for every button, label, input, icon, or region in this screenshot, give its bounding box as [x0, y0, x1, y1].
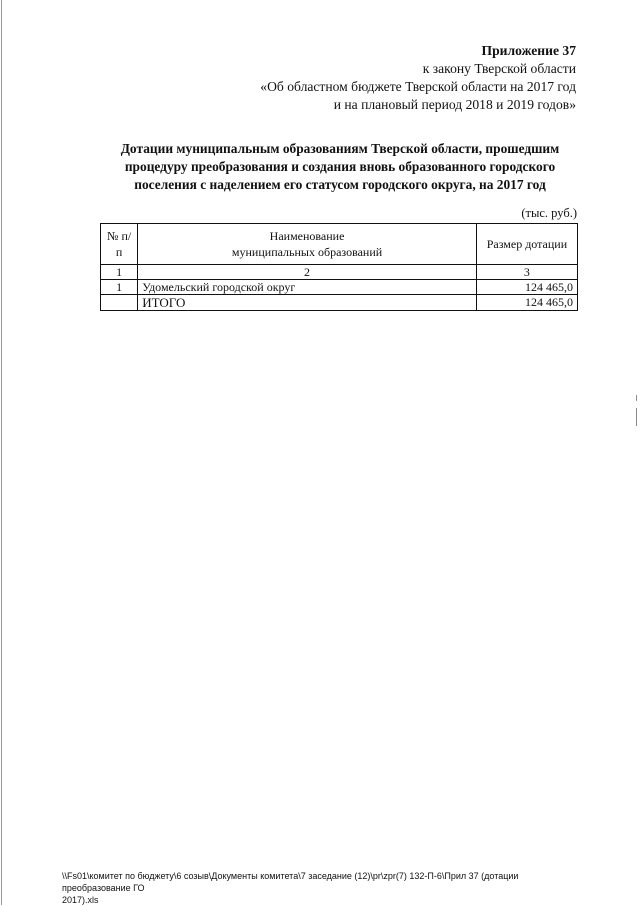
file-path-footer	[62, 870, 582, 906]
document-title	[100, 140, 580, 194]
header-name-line: Наименование	[269, 229, 345, 243]
total-amount: 124 465,0	[476, 295, 577, 311]
total-row	[101, 295, 578, 311]
column-index-cell: 3	[476, 265, 577, 280]
header-number: № п/п	[101, 224, 138, 265]
total-label: ИТОГО	[138, 295, 477, 311]
column-index-cell: 1	[101, 265, 138, 280]
annex-law-period-line: и на плановый период 2018 и 2019 годов»	[333, 97, 576, 112]
total-number-cell	[101, 295, 138, 311]
scan-edge-mark	[636, 408, 637, 426]
row-amount: 124 465,0	[476, 280, 577, 295]
scan-edge-mark	[636, 395, 637, 401]
document-title-line: поселения с наделением его статусом городского округа, на 2017 год	[134, 177, 546, 192]
column-index-cell: 2	[138, 265, 477, 280]
header-name	[138, 224, 477, 265]
file-path-line: 2017).xls	[62, 895, 99, 905]
header-amount: Размер дотации	[476, 224, 577, 265]
row-municipality: Удомельский городской округ	[138, 280, 477, 295]
row-number: 1	[101, 280, 138, 295]
subsidies-table	[100, 223, 578, 311]
units-label: (тыс. руб.)	[521, 206, 577, 220]
annex-block	[260, 42, 576, 114]
table-header-row	[101, 224, 578, 265]
scan-edge-line	[1, 0, 2, 905]
file-path-line: \\Fs01\комитет по бюджету\6 созыв\Документы комитета\7 заседание (12)\pr\zpr(7) 132-П-6\Прил 37 (дотации преобразование ГО	[62, 871, 519, 893]
annex-title: Приложение 37	[481, 43, 576, 58]
column-index-row	[101, 265, 578, 280]
header-name-line: муниципальных образований	[231, 245, 383, 259]
document-title-line: процедуру преобразования и создания вновь образованного городского	[124, 159, 556, 174]
table-row	[101, 280, 578, 295]
annex-law-name-line: «Об областном бюджете Тверской области на 2017 год	[260, 79, 576, 94]
annex-law-line: к закону Тверской области	[422, 61, 576, 76]
document-title-line: Дотации муниципальным образованиям Тверской области, прошедшим	[120, 141, 560, 156]
